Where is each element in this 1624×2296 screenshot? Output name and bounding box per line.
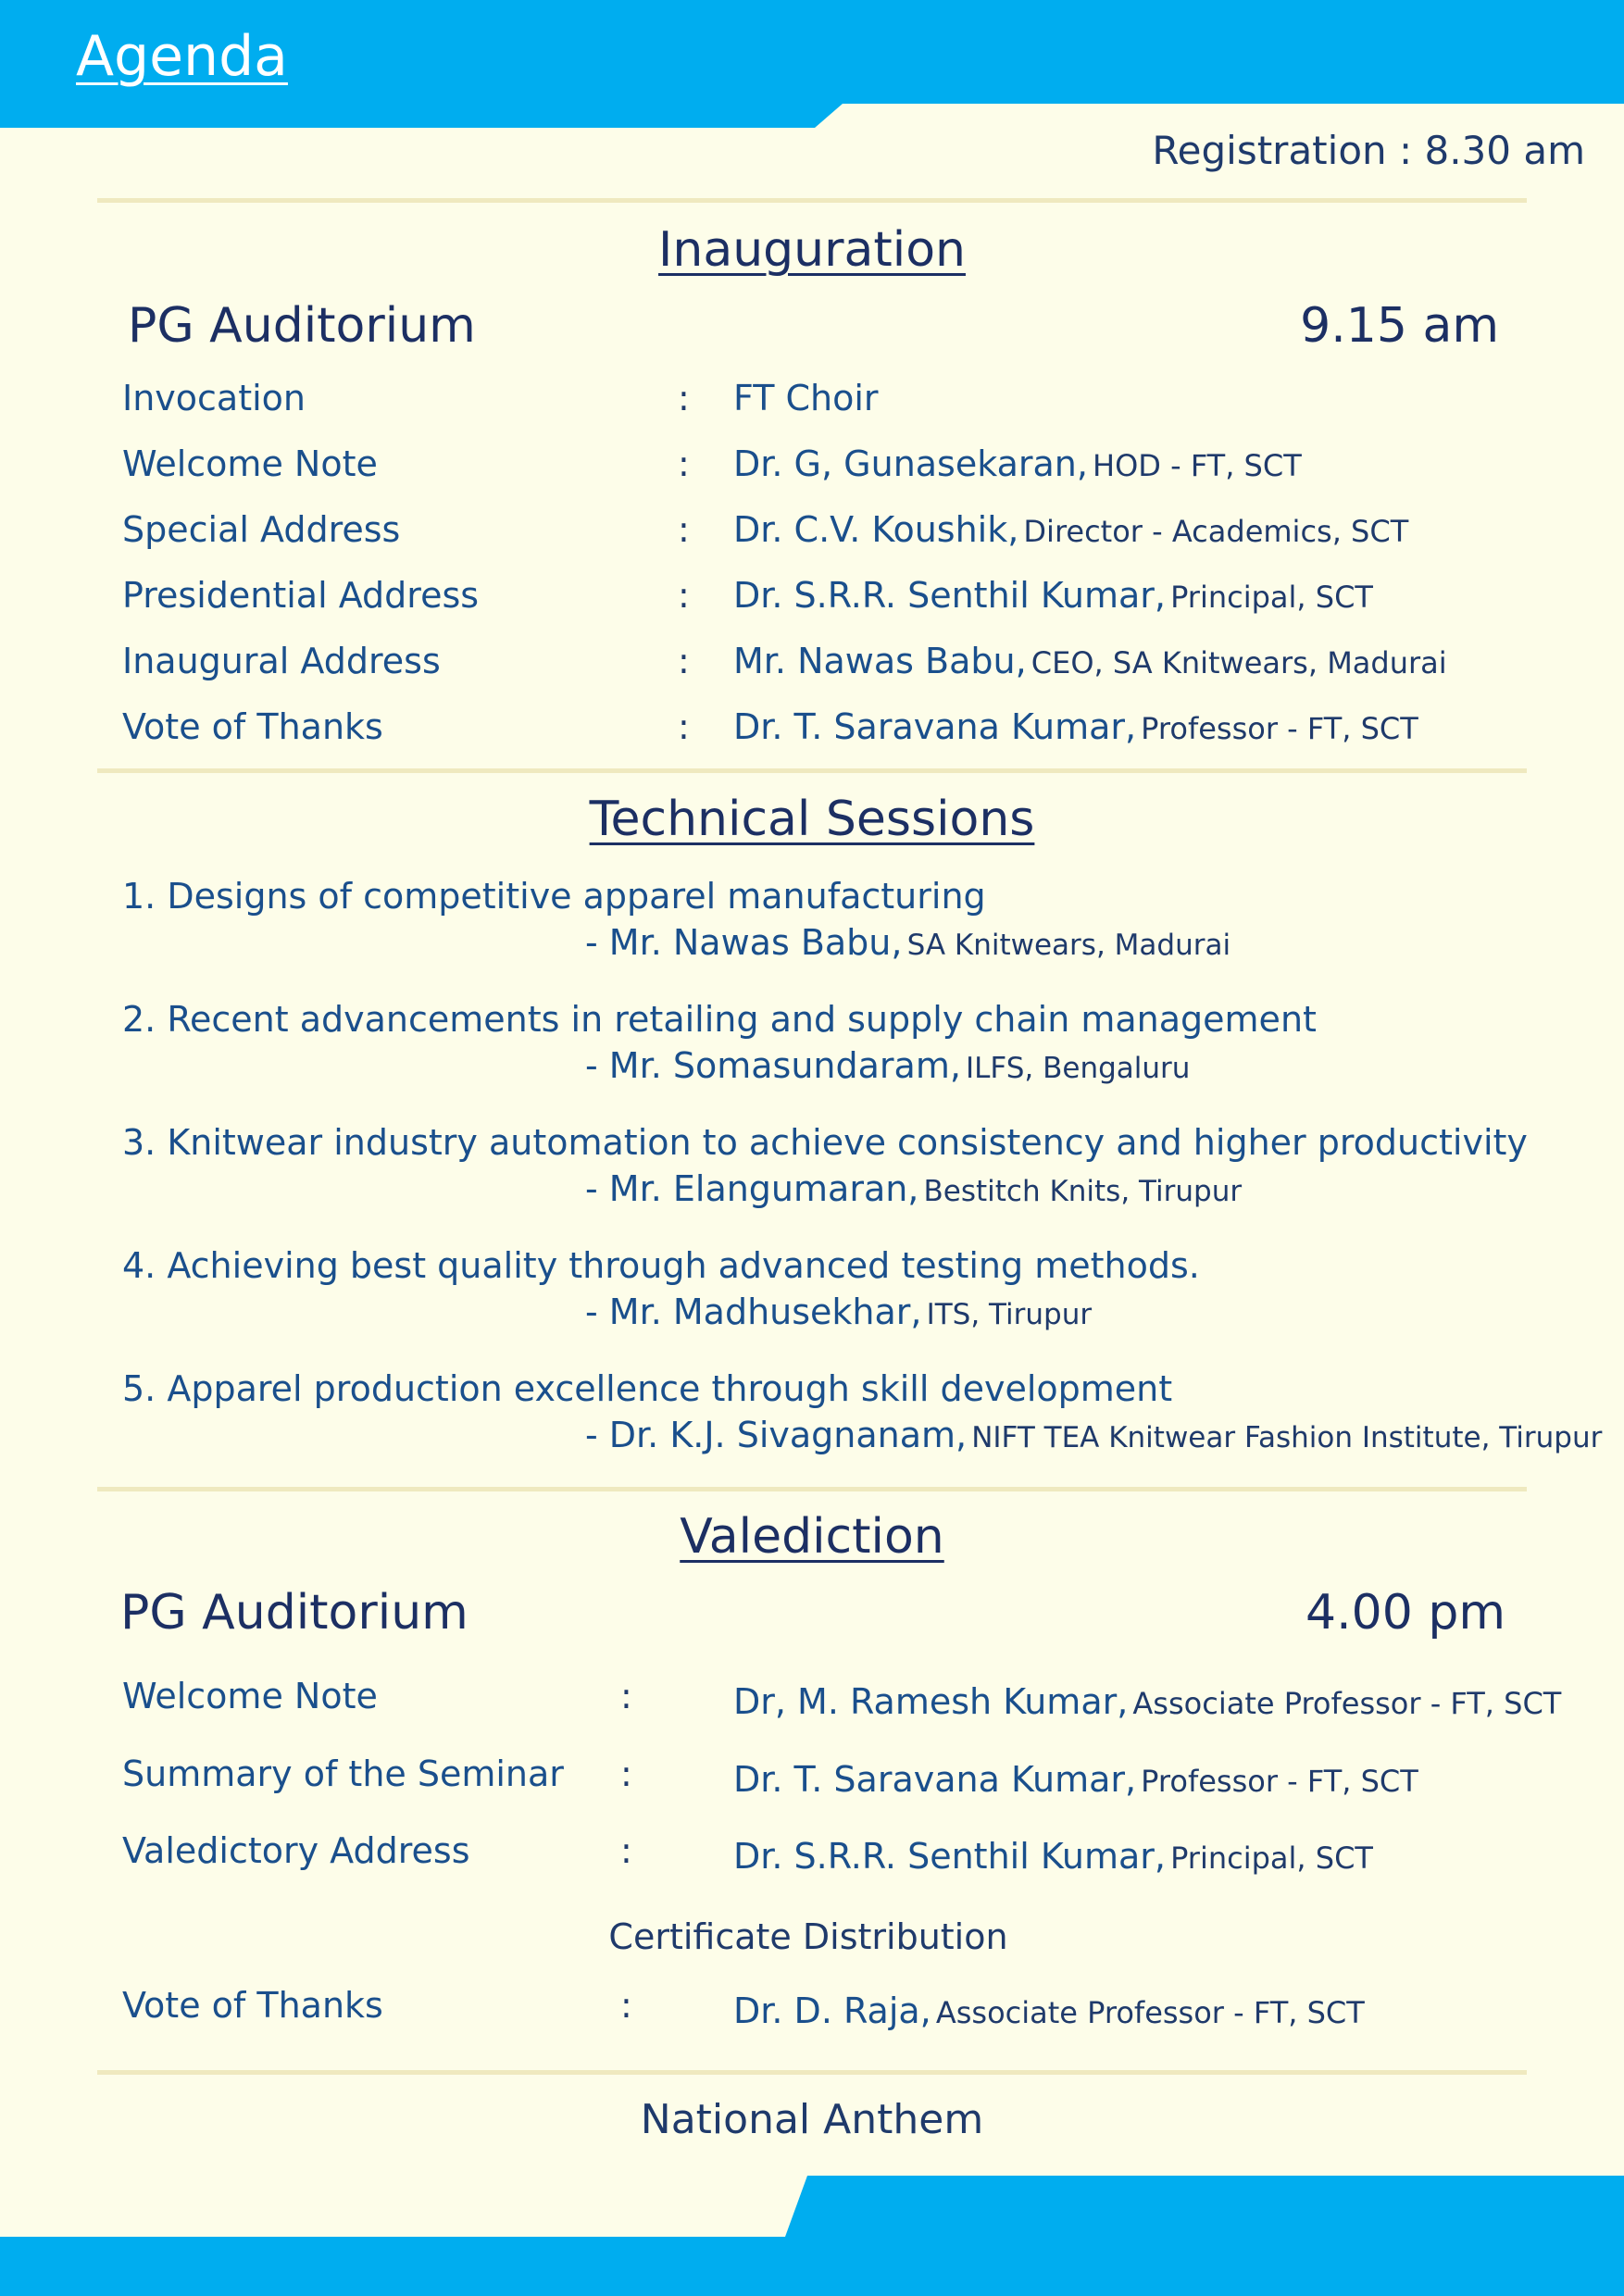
registration-time: Registration : 8.30 am [1152, 128, 1585, 173]
speaker-name: - Mr. Nawas Babu, [585, 922, 903, 963]
person-role: Professor - FT, SCT [1141, 1764, 1418, 1799]
speaker-org: Bestitch Knits, Tirupur [923, 1175, 1243, 1208]
session-speaker [585, 1292, 1092, 1332]
speaker-name: - Dr. K.J. Sivagnanam, [585, 1415, 968, 1455]
speaker-name: - Mr. Madhusekhar, [585, 1292, 922, 1332]
session-title: 1. Designs of competitive apparel manufacturing [122, 876, 986, 917]
person-role: Principal, SCT [1170, 1841, 1373, 1876]
row-label: Summary of the Seminar [122, 1753, 564, 1794]
divider [97, 768, 1527, 773]
person-name: Dr. T. Saravana Kumar, [733, 706, 1137, 747]
inauguration-heading: Inauguration [658, 222, 966, 278]
row-value [733, 706, 1418, 747]
speaker-org: SA Knitwears, Madurai [906, 929, 1231, 962]
inauguration-time: 9.15 am [1300, 298, 1499, 354]
row-value [733, 378, 879, 418]
row-label: Presidential Address [122, 575, 480, 616]
divider [97, 2070, 1527, 2075]
divider [97, 1487, 1527, 1491]
speaker-name: - Mr. Somasundaram, [585, 1045, 961, 1086]
row-colon: : [620, 1676, 632, 1716]
row-value [733, 575, 1373, 616]
footer-banner-shape [0, 2176, 1624, 2296]
row-label: Special Address [122, 509, 401, 550]
person-role: CEO, SA Knitwears, Madurai [1031, 645, 1447, 680]
person-name: Dr. C.V. Koushik, [733, 509, 1019, 550]
session-title: 2. Recent advancements in retailing and supply chain management [122, 999, 1317, 1040]
row-label: Invocation [122, 378, 306, 418]
speaker-org: NIFT TEA Knitwear Fashion Institute, Tirupur [971, 1421, 1603, 1454]
person-role: Principal, SCT [1170, 580, 1373, 615]
row-value [733, 1681, 1561, 1722]
row-value [733, 443, 1302, 484]
row-colon: : [678, 575, 690, 616]
person-name: Dr. S.R.R. Senthil Kumar, [733, 575, 1166, 616]
technical-sessions-heading: Technical Sessions [589, 792, 1035, 847]
valediction-venue: PG Auditorium [120, 1585, 468, 1641]
valediction-row [0, 1985, 1624, 2046]
session-speaker [585, 922, 1230, 963]
person-name: Dr, M. Ramesh Kumar, [733, 1681, 1129, 1722]
person-name: Dr. T. Saravana Kumar, [733, 1759, 1137, 1800]
row-label: Inaugural Address [122, 641, 441, 681]
session-speaker [585, 1415, 1602, 1455]
divider [97, 198, 1527, 203]
person-name: Dr. S.R.R. Senthil Kumar, [733, 1836, 1166, 1877]
row-colon: : [678, 378, 690, 418]
person-name: Dr. D. Raja, [733, 1990, 931, 2031]
inauguration-row [0, 509, 1624, 565]
valediction-heading: Valediction [680, 1509, 944, 1565]
row-label: Welcome Note [122, 443, 378, 484]
session-title: 3. Knitwear industry automation to achieve consistency and higher productivity [122, 1122, 1528, 1163]
row-value [733, 1836, 1373, 1877]
valediction-row [0, 1830, 1624, 1891]
row-value [733, 1759, 1418, 1800]
row-colon: : [678, 443, 690, 484]
person-name: FT Choir [733, 378, 879, 418]
inauguration-row [0, 378, 1624, 433]
row-value [733, 1990, 1365, 2031]
row-colon: : [620, 1985, 632, 2026]
row-colon: : [678, 509, 690, 550]
row-label: Vote of Thanks [122, 1985, 383, 2026]
person-role: Director - Academics, SCT [1023, 514, 1409, 549]
speaker-org: ILFS, Bengaluru [966, 1052, 1191, 1085]
row-value [733, 641, 1447, 681]
speaker-org: ITS, Tirupur [926, 1298, 1093, 1331]
valediction-row [0, 1753, 1624, 1815]
row-colon: : [620, 1753, 632, 1794]
person-role: Associate Professor - FT, SCT [1132, 1686, 1562, 1721]
person-role: HOD - FT, SCT [1093, 448, 1302, 483]
row-colon: : [678, 706, 690, 747]
session-speaker [585, 1045, 1190, 1086]
row-colon: : [620, 1830, 632, 1871]
session-title: 5. Apparel production excellence through skill development [122, 1368, 1173, 1409]
person-name: Dr. G, Gunasekaran, [733, 443, 1088, 484]
national-anthem: National Anthem [640, 2096, 984, 2143]
speaker-name: - Mr. Elangumaran, [585, 1168, 919, 1209]
valediction-time: 4.00 pm [1305, 1585, 1505, 1641]
row-colon: : [678, 641, 690, 681]
certificate-distribution: Certificate Distribution [608, 1916, 1008, 1957]
footer-banner [0, 2176, 1624, 2296]
person-role: Professor - FT, SCT [1141, 711, 1418, 746]
row-label: Valedictory Address [122, 1830, 470, 1871]
row-label: Welcome Note [122, 1676, 378, 1716]
session-speaker [585, 1168, 1242, 1209]
inauguration-venue: PG Auditorium [128, 298, 476, 354]
person-role: Associate Professor - FT, SCT [935, 1995, 1365, 2030]
page-title: Agenda [76, 24, 288, 89]
row-label: Vote of Thanks [122, 706, 383, 747]
valediction-row [0, 1676, 1624, 1737]
inauguration-row [0, 641, 1624, 696]
inauguration-row [0, 443, 1624, 499]
session-title: 4. Achieving best quality through advanced testing methods. [122, 1245, 1200, 1286]
person-name: Mr. Nawas Babu, [733, 641, 1027, 681]
inauguration-row [0, 706, 1624, 762]
inauguration-row [0, 575, 1624, 630]
row-value [733, 509, 1408, 550]
